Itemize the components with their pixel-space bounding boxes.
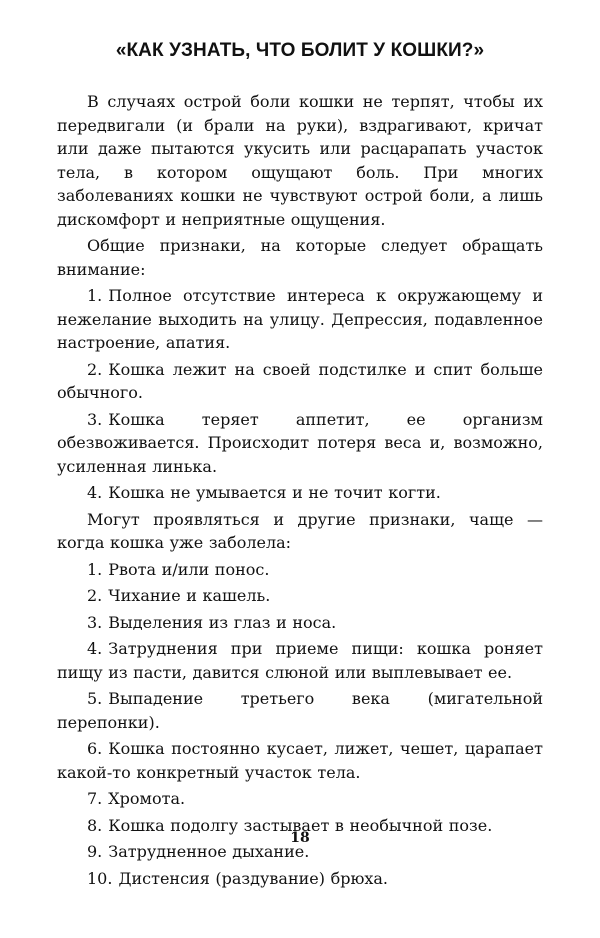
list-item: 8. Кошка подолгу застывает в необычной позе. [87, 815, 493, 835]
list-item: 3. Выделения из глаз и носа. [87, 612, 337, 632]
intro-paragraph: В случаях острой боли кошки не терпят, чтобы их передвигали (и брали на руки), вздрагивают, кричат или даже пытаются укусить или расцарапать участок тела, в котором ощущают боль. При многих заболеваниях кошки не чувствуют острой боли, а лишь дискомфорт и неприятные ощущения. [57, 92, 543, 229]
list-item: 2. Кошка лежит на своей подстилке и спит больше обычного. [57, 359, 543, 402]
list-item: 7. Хромота. [87, 789, 186, 808]
list-item: 5. Выпадение третьего века (мигательной перепонки). [57, 689, 543, 732]
list-item: 6. Кошка постоянно кусает, лижет, чешет, царапает какой-то конкретный участок тела. [57, 739, 543, 782]
page-title: «КАК УЗНАТЬ, ЧТО БОЛИТ У КОШКИ?» [115, 40, 485, 61]
general-signs-list [57, 284, 543, 505]
other-signs-intro: Могут проявляться и другие признаки, чаще — когда кошка уже заболела: [57, 509, 543, 552]
list-item: 4. Затруднения при приеме пищи: кошка роняет пищу из пасти, давится слюной или выплевывает ее. [57, 639, 543, 682]
list-item: 2. Чихание и кашель. [87, 586, 271, 605]
list-item: 1. Рвота и/или понос. [87, 559, 270, 579]
page-content [57, 40, 543, 890]
list-item: 3. Кошка теряет аппетит, ее организм обезвоживается. Происходит потеря веса и, возможно, усиленная линька. [57, 409, 543, 476]
list-item: 9. Затрудненное дыхание. [87, 842, 310, 861]
list-item: 4. Кошка не умывается и не точит когти. [87, 483, 441, 502]
page-number: 18 [290, 830, 310, 846]
list-item: 10. Дистенсия (раздувание) брюха. [87, 868, 389, 888]
list-item: 1. Полное отсутствие интереса к окружающему и нежелание выходить на улицу. Депрессия, подавленное настроение, апатия. [57, 286, 543, 352]
general-signs-intro: Общие признаки, на которые следует обращать внимание: [57, 236, 543, 279]
